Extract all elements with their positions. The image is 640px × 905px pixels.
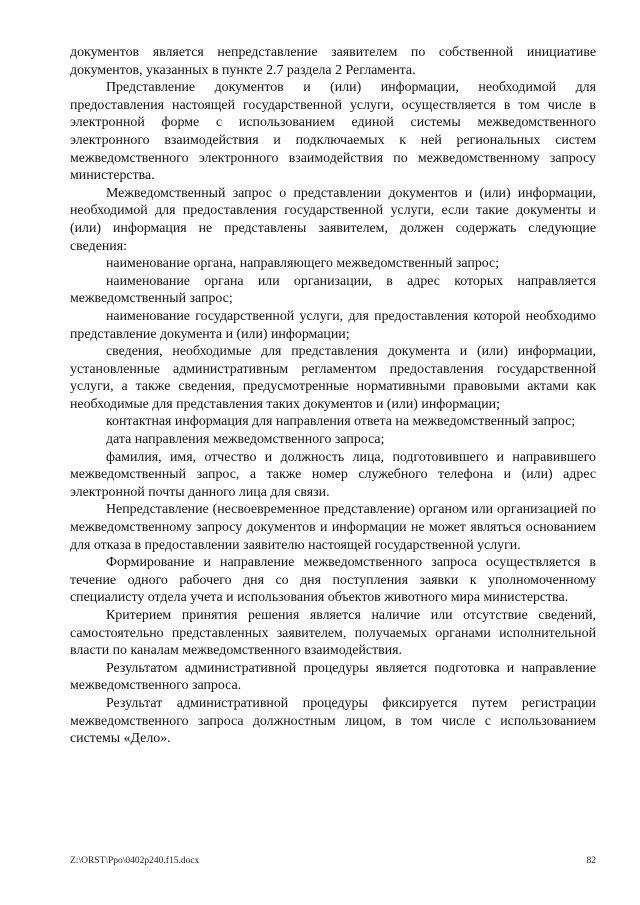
paragraph: Межведомственный запрос о представлении документов и (или) информации, необходимой для предоставления государственной услуги, если такие документы и (или) информация не представлены заявителем, должен содержать следующие сведения: [70,185,596,254]
paragraph: Результат административной процедуры фиксируется путем регистрации межведомственного запроса должностным лицом, в том числе с использованием системы «Дело». [70,695,596,747]
list-item: наименование государственной услуги, для предоставления которой необходимо представление документа и (или) информации; [70,308,596,342]
list-item: сведения, необходимые для представления документа и (или) информации, установленные административным регламентом предоставления государственной услуги, а также сведения, предусмотренные нормативными правовыми актами как необходимые для представления таких документов и (или) информации; [70,344,596,412]
page-number: 82 [586,856,596,866]
list-item: фамилия, имя, отчество и должность лица, подготовившего и направившего межведомственный запрос, а также номер служебного телефона и (или) адрес электронной почты данного лица для связи. [70,449,596,500]
document-body [70,44,596,748]
paragraph: Критерием принятия решения является наличие или отсутствие сведений, самостоятельно представленных заявителем, получаемых органами исполнительной власти по каналам межведомственного взаимодействия. [70,608,596,659]
paragraph: документов является непредставление заявителем по собственной инициативе документов, указанных в пункте 2.7 раздела 2 Регламента. [70,45,596,78]
paragraph: Представление документов и (или) информации, необходимой для предоставления настоящей государственной услуги, осуществляется в том числе в электронной форме с использованием единой системы межведомственного электронного взаимодействия и подключаемых к ней региональных систем межведомственного электронного взаимодействия по межведомственному запросу министерства. [70,80,596,184]
list-item: наименование органа или организации, в адрес которых направляется межведомственный запрос; [70,273,596,307]
list-item: наименование органа, направляющего межведомственный запрос; [106,256,500,272]
list-item: дата направления межведомственного запроса; [106,432,385,448]
paragraph: Формирование и направление межведомственного запроса осуществляется в течение одного рабочего дня со дня поступления заявки к уполномоченному специалисту отдела учета и использования объектов животного мира министерства. [70,555,596,606]
paragraph: Результатом административной процедуры является подготовка и направление межведомственного запроса. [70,660,596,694]
paragraph: Непредставление (несвоевременное представление) органом или организацией по межведомственному запросу документов и информации не может являться основанием для отказа в предоставлении заявителю настоящей государственной услуги. [70,502,596,553]
list-item: контактная информация для направления ответа на межведомственный запрос; [106,414,576,430]
file-path: Z:\ORST\Ppo\0402p240.f15.docx [70,856,200,866]
